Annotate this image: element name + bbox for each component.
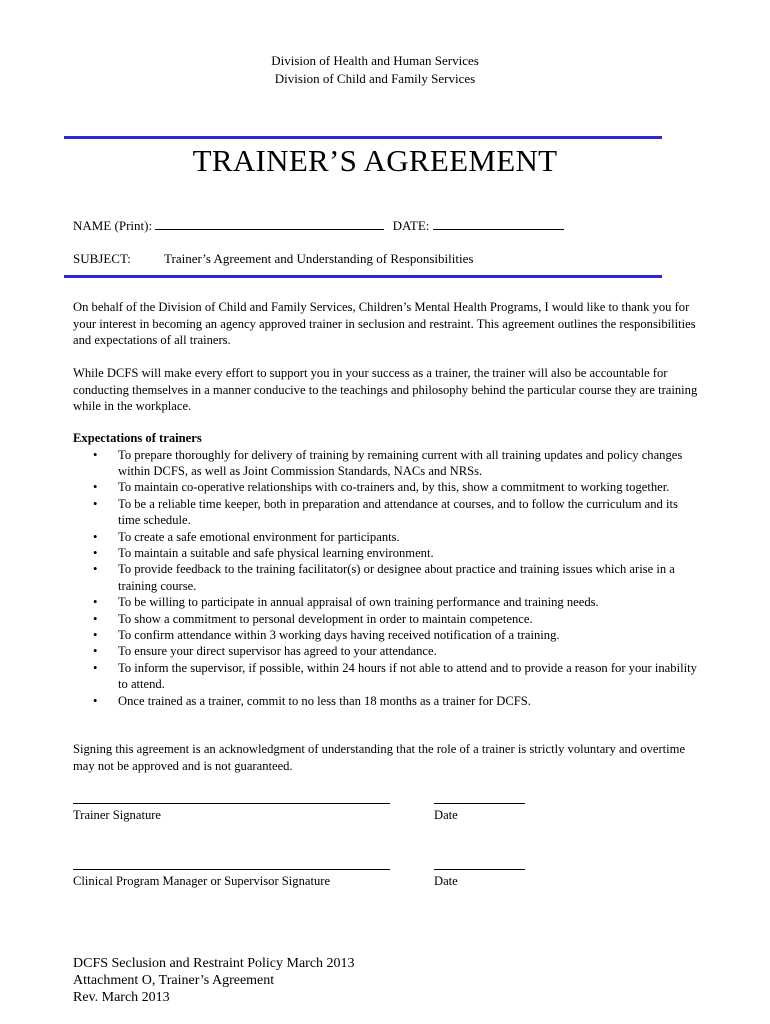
closing-paragraph: Signing this agreement is an acknowledgment of understanding that the role of a trainer is strictly voluntary and overtime may not be approved and is not guaranteed. (73, 742, 686, 773)
expectation-text: To create a safe emotional environment for participants. (118, 529, 400, 544)
bottom-divider (64, 275, 662, 278)
expectation-item (73, 660, 703, 693)
expectation-item (73, 627, 703, 643)
date-line-1[interactable] (434, 803, 525, 804)
expectation-text: To provide feedback to the training facilitator(s) or designee about practice and training issues which arise in a training course. (118, 562, 675, 593)
date-label-2: Date (434, 874, 458, 888)
trainer-signature-line[interactable] (73, 803, 390, 804)
date-label: DATE: (392, 218, 430, 233)
expectation-item (73, 479, 703, 495)
expectation-item (73, 496, 703, 529)
bullet-icon: • (93, 480, 98, 495)
expectation-text: To be a reliable time keeper, both in preparation and attendance at courses, and to follow the curriculum and its time schedule. (118, 496, 678, 528)
expectation-text: To maintain co-operative relationships with co-trainers and, by this, show a commitment to working together. (118, 480, 670, 495)
expectation-text: Once trained as a trainer, commit to no less than 18 months as a trainer for DCFS. (118, 693, 531, 708)
bullet-icon: • (93, 545, 98, 560)
expectations-list (73, 447, 703, 710)
date-input-line[interactable] (433, 217, 564, 230)
expectation-item (73, 545, 703, 561)
top-divider (64, 136, 662, 139)
expectation-text: To maintain a suitable and safe physical learning environment. (118, 545, 434, 560)
expectation-text: To prepare thoroughly for delivery of training by remaining current with all training updates and policy changes within DCFS, as well as Joint Commission Standards, NACs and NRSs. (118, 447, 683, 478)
subject-label: SUBJECT: (73, 251, 131, 266)
agency-header-line-1: Division of Health and Human Services (271, 53, 479, 68)
bullet-icon: • (93, 693, 98, 708)
footer-line-3: Rev. March 2013 (73, 990, 170, 1005)
bullet-icon: • (93, 644, 98, 659)
bullet-icon: • (93, 611, 98, 626)
supervisor-signature-label: Clinical Program Manager or Supervisor Signature (73, 874, 331, 888)
supervisor-signature-line[interactable] (73, 869, 390, 870)
intro-paragraph: On behalf of the Division of Child and Family Services, Children’s Mental Health Programs, I would like to thank you for your interest in becoming an agency approved trainer in seclusion and restraint. This agreement outlines the responsibilities and expectations of all trainers. (73, 300, 696, 347)
bullet-icon: • (93, 447, 98, 462)
date-label-1: Date (434, 808, 458, 822)
bullet-icon: • (93, 562, 98, 577)
expectation-item (73, 529, 703, 545)
expectation-text: To inform the supervisor, if possible, within 24 hours if not able to attend and to provide a reason for your inability to attend. (118, 660, 697, 692)
expectation-text: To ensure your direct supervisor has agreed to your attendance. (118, 644, 437, 659)
expectation-item (73, 447, 703, 480)
expectation-item (73, 693, 703, 709)
bullet-icon: • (93, 627, 98, 642)
bullet-icon: • (93, 529, 98, 544)
expectation-item (73, 611, 703, 627)
subject-value: Trainer’s Agreement and Understanding of Responsibilities (164, 251, 474, 266)
agency-header-line-2: Division of Child and Family Services (274, 71, 476, 86)
bullet-icon: • (93, 496, 98, 511)
expectation-item (73, 643, 703, 659)
expectation-item (73, 561, 703, 594)
footer-line-2: Attachment O, Trainer’s Agreement (73, 973, 275, 988)
bullet-icon: • (93, 660, 98, 675)
document-title: TRAINER’S AGREEMENT (192, 143, 558, 178)
support-paragraph: While DCFS will make every effort to support you in your success as a trainer, the trainer will also be accountable for conducting themselves in a manner conducive to the teachings and philosophy behind the particular course they are training while in the workplace. (73, 366, 698, 413)
footer-line-1: DCFS Seclusion and Restraint Policy March 2013 (73, 956, 355, 971)
expectation-text: To show a commitment to personal development in order to maintain competence. (118, 611, 533, 626)
bullet-icon: • (93, 595, 98, 610)
name-field-row (73, 217, 564, 235)
expectation-item (73, 594, 703, 610)
trainer-signature-label: Trainer Signature (73, 808, 162, 822)
name-input-line[interactable] (155, 217, 384, 230)
expectation-text: To confirm attendance within 3 working days having received notification of a training. (118, 627, 560, 642)
name-label: NAME (Print): (73, 218, 153, 233)
date-line-2[interactable] (434, 869, 525, 870)
expectation-text: To be willing to participate in annual appraisal of own training performance and training needs. (118, 595, 599, 610)
expectations-heading: Expectations of trainers (73, 431, 202, 445)
